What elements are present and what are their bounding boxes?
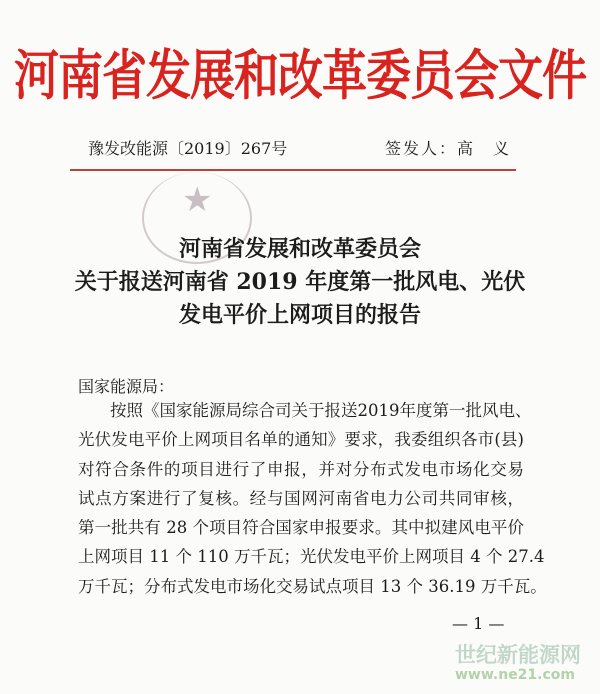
signer: 签发人：高 义 (385, 139, 512, 158)
body-line: 对符合条件的项目进行了申报，并对分布式发电市场化交易 (78, 459, 524, 479)
body-line: 光伏发电平价上网项目名单的通知》要求，我委组织各市(县) (78, 430, 524, 450)
watermark-name: 世纪新能源网 (455, 643, 581, 667)
report-title-line-3: 发电平价上网项目的报告 (178, 302, 421, 328)
addressee: 国家能源局： (78, 377, 175, 396)
watermark-url: www.ne21.com (455, 667, 575, 683)
body-line: 万千瓦；分布式发电市场化交易试点项目 13 个 36.19 万千瓦。 (78, 576, 547, 596)
report-title-line-1: 河南省发展和改革委员会 (178, 236, 421, 262)
report-title-line-2: 关于报送河南省 2019 年度第一批风电、光伏 (74, 269, 526, 295)
seal-star-icon: ★ (182, 180, 213, 220)
body-line: 上网项目 11 个 110 万千瓦；光伏发电平价上网项目 4 个 27.4 (78, 547, 545, 567)
issuing-org-header: 河南省发展和改革委员会文件 (13, 43, 586, 108)
body-line: 按照《国家能源局综合司关于报送2019年度第一批风电、 (110, 401, 532, 420)
red-divider (70, 169, 516, 171)
body-line: 第一批共有 28 个项目符合国家申报要求。其中拟建风电平价 (78, 518, 524, 538)
body-text (78, 396, 547, 601)
watermark (455, 645, 581, 685)
page-number: — 1 — (452, 614, 505, 633)
document-number: 豫发改能源〔2019〕267号 (88, 139, 288, 158)
body-line: 试点方案进行了复核。经与国网河南省电力公司共同审核， (78, 488, 524, 508)
